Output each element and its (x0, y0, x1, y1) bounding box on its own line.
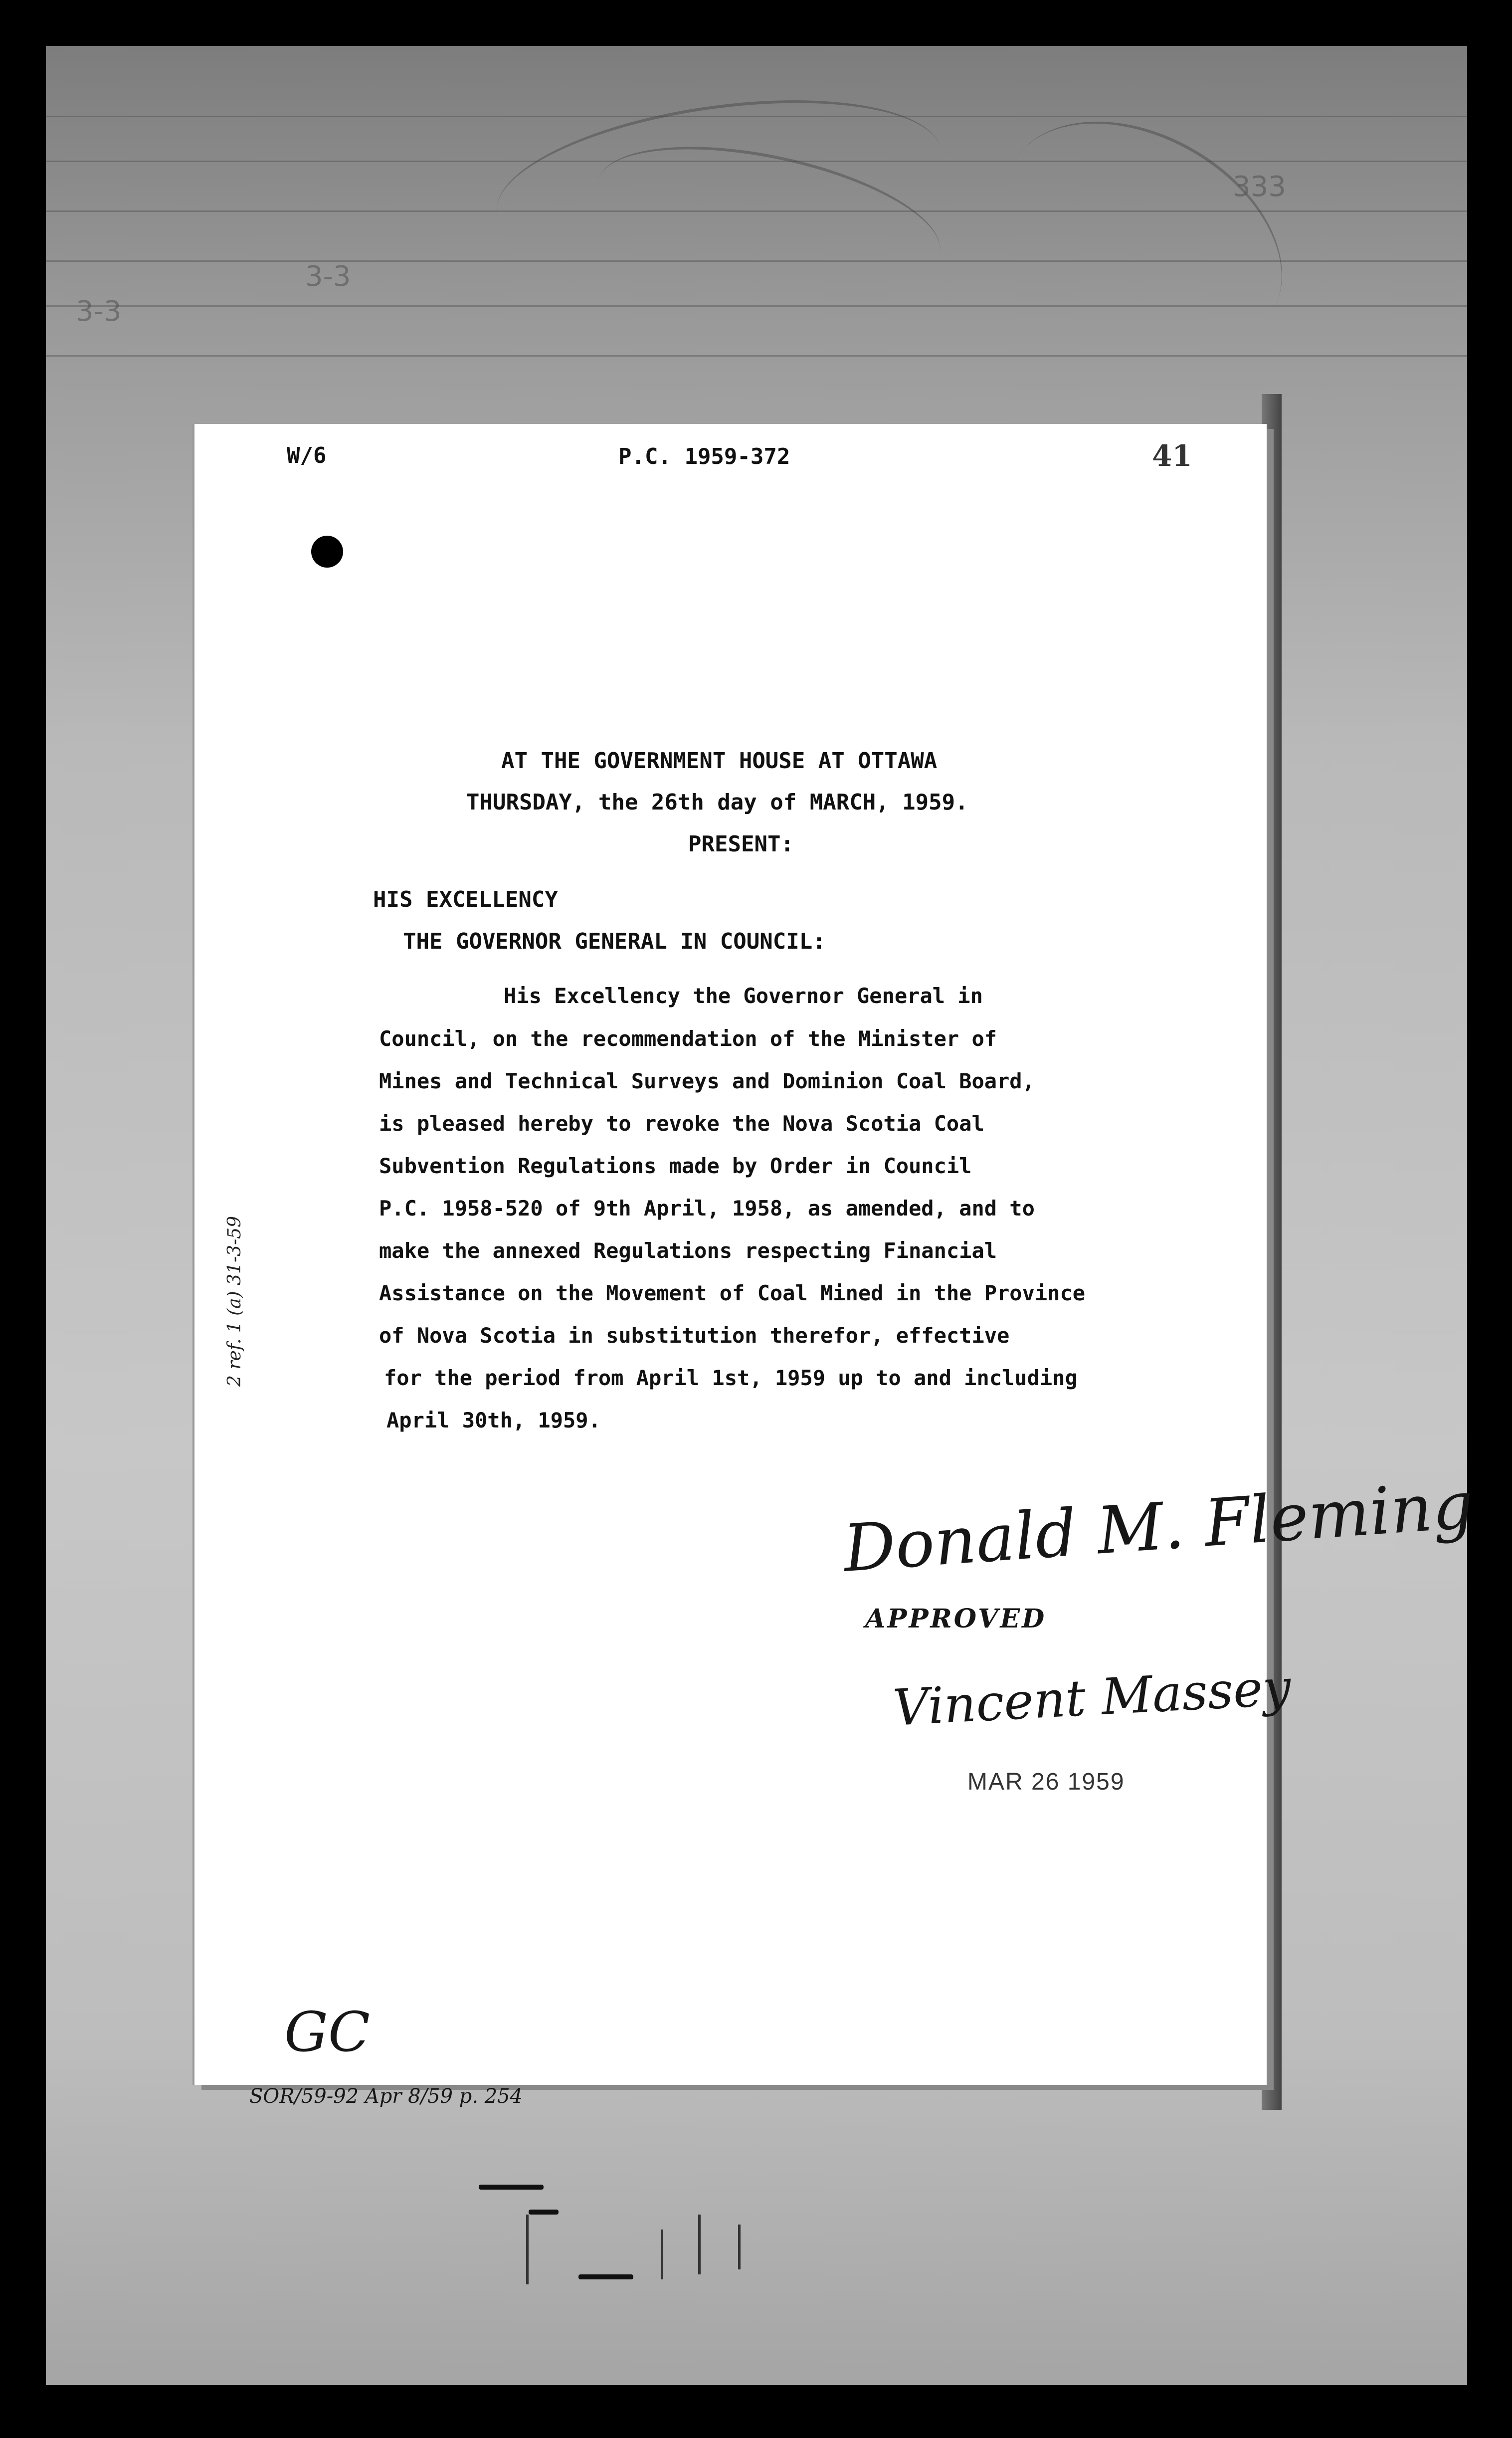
minister-signature: Donald M. Fleming (841, 1467, 1476, 1587)
file-code: W/6 (287, 443, 327, 468)
page-number: 41 (1152, 439, 1192, 473)
background-number: 3-3 (305, 260, 351, 293)
margin-note: 2 ref. 1 (a) 31-3-59 (224, 1216, 245, 1387)
body-line: is pleased hereby to revoke the Nova Scotia Coal (379, 1111, 984, 1136)
body-line: of Nova Scotia in substitution therefor, effective (379, 1323, 1010, 1348)
body-line: April 30th, 1959. (386, 1408, 601, 1432)
order-number: P.C. 1959-372 (618, 444, 790, 469)
body-line: Subvention Regulations made by Order in Council (379, 1154, 972, 1178)
scan-mark (661, 2230, 663, 2279)
background-number: 333 (1233, 171, 1286, 203)
scan-mark (698, 2215, 701, 2274)
initials: GC (284, 2000, 371, 2064)
body-line: P.C. 1958-520 of 9th April, 1958, as amended, and to (379, 1196, 1035, 1220)
present-heading: PRESENT: (688, 831, 794, 857)
body-line: Council, on the recommendation of the Minister of (379, 1026, 997, 1051)
backing-rule (46, 355, 1467, 357)
body-line: Assistance on the Movement of Coal Mined in the Province (379, 1281, 1086, 1305)
location-heading: AT THE GOVERNMENT HOUSE AT OTTAWA (501, 748, 938, 774)
body-line: make the annexed Regulations respecting Financial (379, 1238, 997, 1263)
scan-mark (578, 2274, 633, 2279)
background-number: 3-3 (76, 295, 122, 328)
body-line: His Excellency the Governor General in (504, 984, 983, 1008)
scan-streak (963, 74, 1323, 400)
governor-signature: Vincent Massey (891, 1658, 1293, 1737)
scan-mark (529, 2210, 559, 2215)
approved-label: APPROVED (865, 1604, 1047, 1634)
punch-hole (311, 536, 343, 568)
reference-note: SOR/59-92 Apr 8/59 p. 254 (249, 2085, 523, 2108)
date-line: THURSDAY, the 26th day of MARCH, 1959. (466, 790, 968, 815)
scan-mark (738, 2225, 741, 2269)
salutation-line-2: THE GOVERNOR GENERAL IN COUNCIL: (403, 929, 826, 954)
body-line: Mines and Technical Surveys and Dominion Coal Board, (379, 1069, 1035, 1093)
salutation-line-1: HIS EXCELLENCY (373, 887, 558, 912)
date-stamp: MAR 26 1959 (967, 1769, 1125, 1795)
body-line: for the period from April 1st, 1959 up to and including (384, 1366, 1078, 1390)
scan-mark (479, 2185, 544, 2190)
scan-mark (526, 2215, 529, 2284)
